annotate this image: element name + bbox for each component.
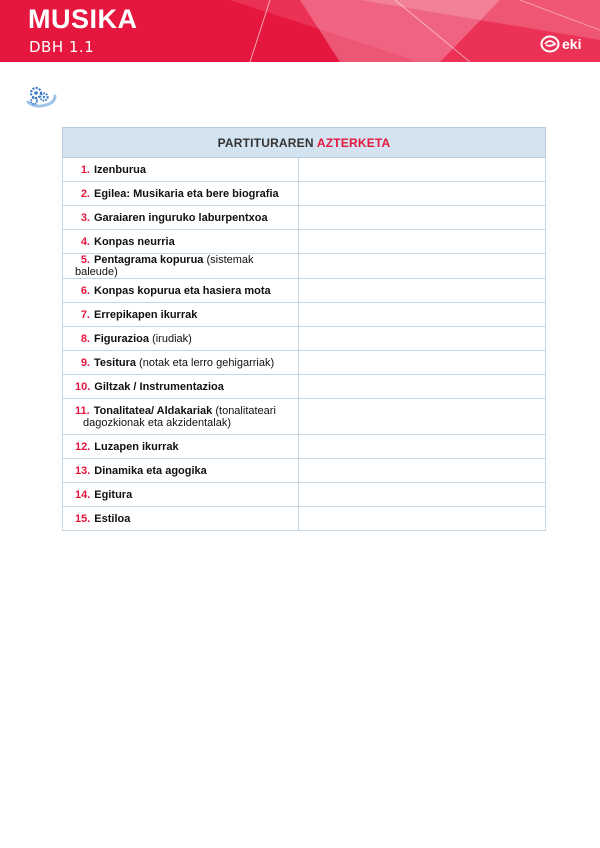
- criterion-number: 5.: [80, 254, 90, 266]
- table-row: [63, 279, 546, 303]
- eki-logo-icon: [540, 35, 560, 53]
- criterion-label-cell: [63, 375, 299, 399]
- criterion-title: Luzapen ikurrak: [94, 440, 179, 453]
- answer-cell[interactable]: [298, 230, 545, 254]
- criterion-title: Errepikapen ikurrak: [94, 308, 198, 321]
- criterion-note-continuation: dagozkionak eta akzidentalak): [83, 416, 231, 429]
- criterion-number: 11.: [75, 404, 90, 417]
- table-row: [63, 435, 546, 459]
- eki-logo: [540, 33, 581, 55]
- criterion-label-cell: [63, 206, 299, 230]
- criterion-number: 14.: [75, 488, 91, 501]
- table-row: [63, 254, 546, 279]
- score-analysis-table: [62, 127, 546, 531]
- criterion-number: 12.: [75, 440, 91, 453]
- criterion-label-cell: [63, 303, 299, 327]
- answer-cell[interactable]: [298, 279, 545, 303]
- criterion-number: 1.: [80, 163, 90, 176]
- criterion-title: Garaiaren inguruko laburpentxoa: [94, 211, 268, 224]
- answer-cell[interactable]: [298, 375, 545, 399]
- criterion-label-cell: [63, 507, 299, 531]
- answer-cell[interactable]: [298, 182, 545, 206]
- answer-cell[interactable]: [298, 303, 545, 327]
- criterion-label-cell: [63, 459, 299, 483]
- criterion-label-cell: [63, 182, 299, 206]
- criterion-number: 4.: [80, 235, 90, 248]
- criterion-label-cell: [63, 230, 299, 254]
- criterion-note: (notak eta lerro gehigarriak): [135, 356, 275, 369]
- criterion-number: 6.: [80, 284, 90, 297]
- answer-cell[interactable]: [298, 206, 545, 230]
- criterion-label-cell: [63, 327, 299, 351]
- answer-cell[interactable]: [298, 483, 545, 507]
- table-title-part2: AZTERKETA: [316, 135, 391, 150]
- table-row: [63, 230, 546, 254]
- answer-cell[interactable]: [298, 399, 545, 435]
- table-row: [63, 459, 546, 483]
- answer-cell[interactable]: [298, 459, 545, 483]
- criterion-number: 3.: [80, 211, 90, 224]
- answer-cell[interactable]: [298, 327, 545, 351]
- criterion-label-cell: [63, 483, 299, 507]
- criterion-title: Figurazioa: [94, 332, 150, 345]
- criterion-number: 8.: [80, 332, 90, 345]
- eki-logo-text: eki: [562, 36, 582, 52]
- table-title-part1: PARTITURAREN: [217, 135, 314, 150]
- criterion-title: Egilea: Musikaria eta bere biografia: [94, 187, 279, 200]
- criterion-title: Tesitura: [94, 356, 136, 369]
- criterion-title: Konpas kopurua eta hasiera mota: [94, 284, 271, 297]
- criterion-label-cell: [63, 254, 299, 279]
- criterion-title: Izenburua: [94, 163, 146, 176]
- criterion-note: (irudiak): [149, 332, 192, 345]
- answer-cell[interactable]: [298, 507, 545, 531]
- table-row: [63, 507, 546, 531]
- answer-cell[interactable]: [298, 254, 545, 279]
- table-row: [63, 351, 546, 375]
- gears-hand-icon: [25, 84, 57, 110]
- criterion-title: Konpas neurria: [94, 235, 175, 248]
- table-row: [63, 399, 546, 435]
- criterion-note: (sistemak baleude): [75, 254, 254, 278]
- table-row: [63, 158, 546, 182]
- criterion-note: (tonalitateari: [212, 404, 276, 417]
- criterion-title: Dinamika eta agogika: [94, 464, 207, 477]
- table-row: [63, 327, 546, 351]
- page-title: MUSIKA: [28, 4, 138, 34]
- criterion-label-cell: [63, 279, 299, 303]
- criterion-number: 9.: [80, 356, 90, 369]
- table-header-row: [63, 128, 546, 158]
- page-header: [0, 0, 600, 62]
- answer-cell[interactable]: [298, 351, 545, 375]
- criterion-title: Egitura: [94, 488, 133, 501]
- answer-cell[interactable]: [298, 158, 545, 182]
- criterion-number: 10.: [75, 380, 91, 393]
- criterion-number: 2.: [80, 187, 90, 200]
- criterion-number: 7.: [80, 308, 90, 321]
- criterion-title: Tonalitatea/ Aldakariak: [93, 404, 213, 417]
- criterion-label-cell: [63, 399, 299, 435]
- table-row: [63, 375, 546, 399]
- criterion-number: 15.: [75, 512, 91, 525]
- table-row: [63, 483, 546, 507]
- table-row: [63, 206, 546, 230]
- table-row: [63, 182, 546, 206]
- answer-cell[interactable]: [298, 435, 545, 459]
- criterion-label-cell: [63, 351, 299, 375]
- page-subtitle: DBH 1.1: [29, 38, 95, 56]
- criterion-title: Pentagrama kopurua: [94, 254, 204, 266]
- criterion-label-cell: [63, 158, 299, 182]
- criterion-title: Giltzak / Instrumentazioa: [94, 380, 224, 393]
- criterion-number: 13.: [75, 464, 91, 477]
- table-row: [63, 303, 546, 327]
- criterion-title: Estiloa: [94, 512, 131, 525]
- criterion-label-cell: [63, 435, 299, 459]
- table-title: [63, 128, 546, 158]
